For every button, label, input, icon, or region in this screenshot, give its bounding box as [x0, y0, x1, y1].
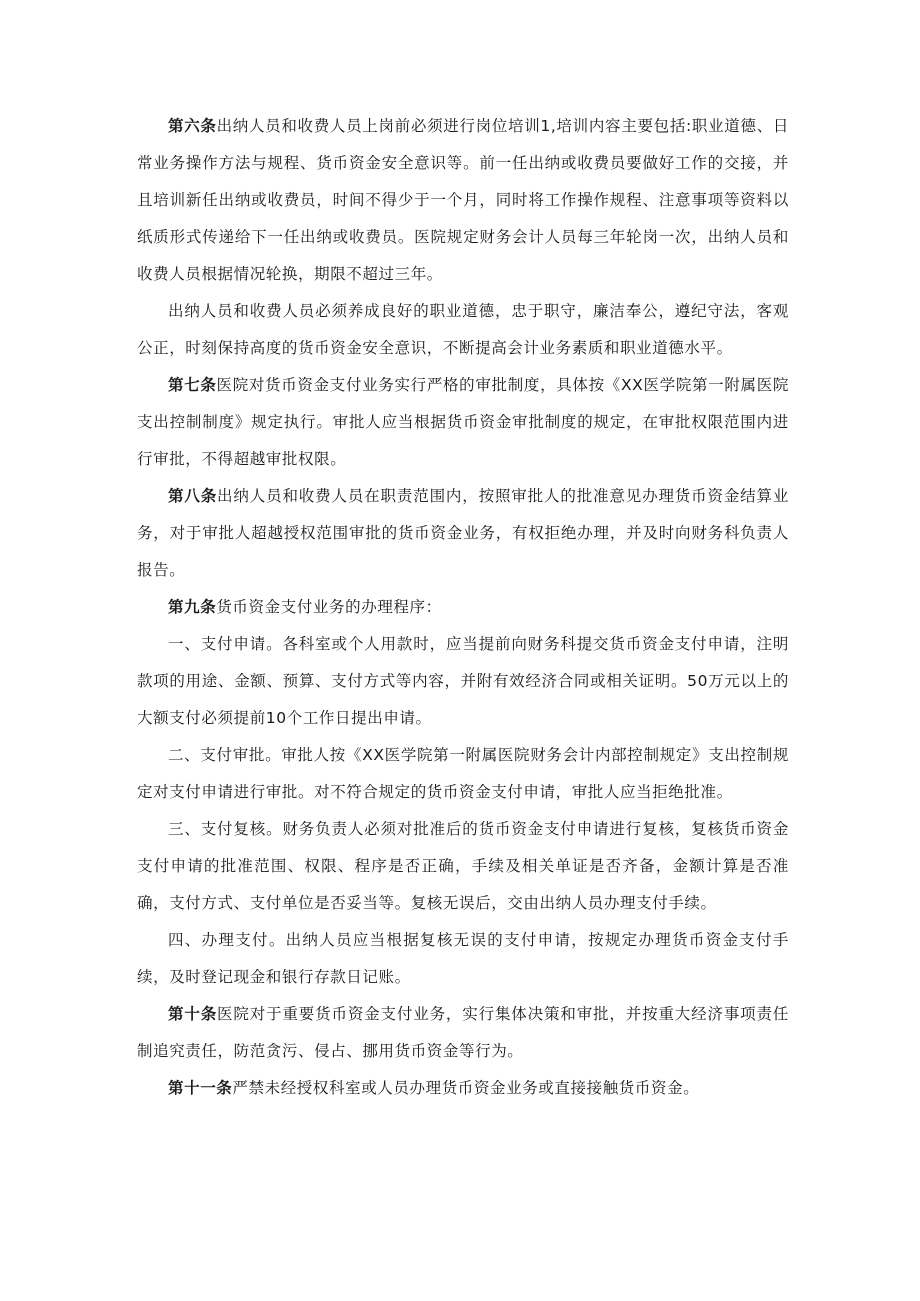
procedure-step-2-paragraph	[137, 737, 789, 811]
article-10-paragraph	[137, 996, 789, 1070]
article-6-heading: 第六条	[168, 117, 217, 135]
procedure-step-1-text: 一、支付申请。各科室或个人用款时，应当提前向财务科提交货币资金支付申请，注明款项的用途、金额、预算、支付方式等内容，并附有效经济合同或相关证明。50万元以上的大额支付必须提前10个工作日提出申请。	[137, 635, 789, 727]
procedure-step-4-paragraph	[137, 922, 789, 996]
article-10-text: 医院对于重要货币资金支付业务，实行集体决策和审批，并按重大经济事项责任制追究责任，防范贪污、侵占、挪用货币资金等行为。	[137, 1005, 789, 1060]
article-9-text: 货币资金支付业务的办理程序：	[216, 598, 442, 616]
procedure-step-4-text: 四、办理支付。出纳人员应当根据复核无误的支付申请，按规定办理货币资金支付手续，及时登记现金和银行存款日记账。	[137, 931, 789, 986]
article-10-heading: 第十条	[168, 1005, 218, 1023]
article-6-continuation-paragraph	[137, 293, 789, 367]
article-8-text: 出纳人员和收费人员在职责范围内，按照审批人的批准意见办理货币资金结算业务，对于审批人超越授权范围审批的货币资金业务，有权拒绝办理，并及时向财务科负责人报告。	[137, 487, 789, 579]
document-body	[137, 108, 789, 1107]
article-11-text: 严禁未经授权科室或人员办理货币资金业务或直接接触货币资金。	[232, 1079, 700, 1097]
article-6-continuation-text: 出纳人员和收费人员必须养成良好的职业道德，忠于职守，廉洁奉公，遵纪守法，客观公正，时刻保持高度的货币资金安全意识，不断提高会计业务素质和职业道德水平。	[137, 302, 789, 357]
article-7-paragraph	[137, 367, 789, 478]
procedure-step-3-paragraph	[137, 811, 789, 922]
article-6-paragraph	[137, 108, 789, 293]
article-11-paragraph	[137, 1070, 789, 1107]
article-11-heading: 第十一条	[168, 1079, 233, 1097]
procedure-step-1-paragraph	[137, 626, 789, 737]
article-8-heading: 第八条	[168, 487, 218, 505]
article-8-paragraph	[137, 478, 789, 589]
procedure-step-2-text: 二、支付审批。审批人按《XX医学院第一附属医院财务会计内部控制规定》支出控制规定对支付申请进行审批。对不符合规定的货币资金支付申请，审批人应当拒绝批准。	[137, 746, 789, 801]
article-9-paragraph	[137, 589, 789, 626]
article-9-heading: 第九条	[168, 598, 217, 616]
article-7-heading: 第七条	[168, 376, 217, 394]
article-6-text: 出纳人员和收费人员上岗前必须进行岗位培训1,培训内容主要包括:职业道德、日常业务操作方法与规程、货币资金安全意识等。前一任出纳或收费员要做好工作的交接，并且培训新任出纳或收费员，时间不得少于一个月，同时将工作操作规程、注意事项等资料以纸质形式传递给下一任出纳或收费员。医院规定财务会计人员每三年轮岗一次，出纳人员和收费人员根据情况轮换，期限不超过三年。	[137, 117, 789, 283]
procedure-step-3-text: 三、支付复核。财务负责人必须对批准后的货币资金支付申请进行复核，复核货币资金支付申请的批准范围、权限、程序是否正确，手续及相关单证是否齐备，金额计算是否准确，支付方式、支付单位是否妥当等。复核无误后，交由出纳人员办理支付手续。	[137, 820, 789, 912]
article-7-text: 医院对货币资金支付业务实行严格的审批制度，具体按《XX医学院第一附属医院支出控制制度》规定执行。审批人应当根据货币资金审批制度的规定，在审批权限范围内进行审批，不得超越审批权限。	[137, 376, 789, 468]
